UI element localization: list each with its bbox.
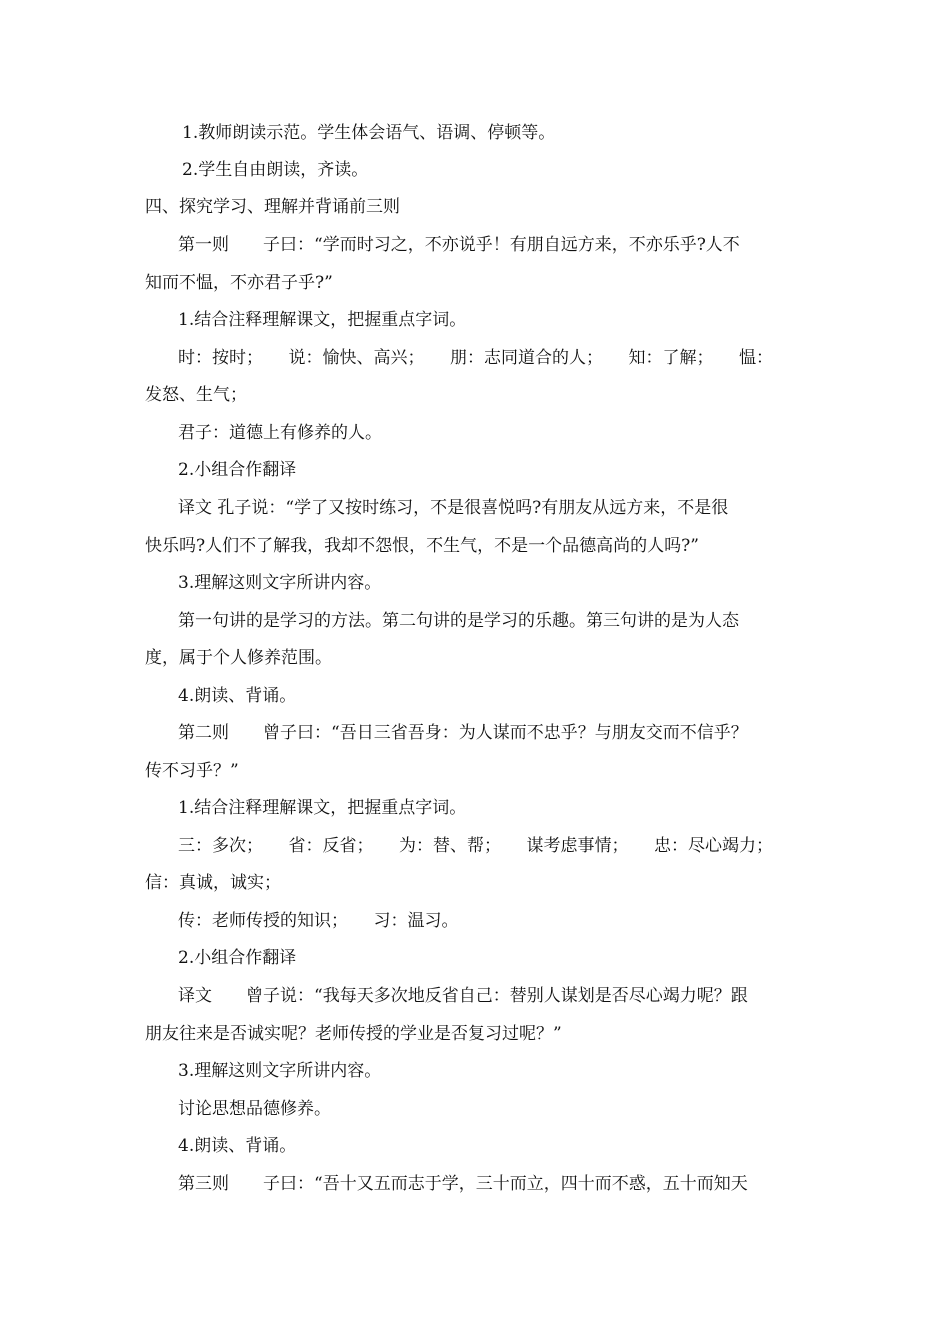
paragraph-line: 1.结合注释理解课文，把握重点字词。 [178,310,467,330]
step-student-reading: 2.学生自由朗读，齐读。 [182,160,369,180]
paragraph-line: 三：多次； 省：反省； 为：替、帮； 谋考虑事情； 忠：尽心竭力； [178,836,773,856]
paragraph-line: 君子：道德上有修养的人。 [178,423,382,443]
paragraph-line: 发怒、生气； [145,385,247,405]
paragraph-line: 4.朗读、背诵。 [178,1136,297,1156]
paragraph-line: 3.理解这则文字所讲内容。 [178,573,382,593]
paragraph-line: 快乐吗?人们不了解我，我却不怨恨，不生气，不是一个品德高尚的人吗?” [145,536,699,556]
paragraph-line: 信：真诚，诚实； [145,873,281,893]
paragraph-line: 朋友往来是否诚实呢？老师传授的学业是否复习过呢？” [145,1024,562,1044]
paragraph-line: 2.小组合作翻译 [178,460,297,480]
paragraph-line: 传：老师传授的知识； 习：温习。 [178,911,459,931]
paragraph-line: 第二则 曾子曰：“吾日三省吾身：为人谋而不忠乎？与朋友交而不信乎？ [178,723,748,743]
section-heading-four: 四、探究学习、理解并背诵前三则 [145,197,400,217]
paragraph-line: 1.结合注释理解课文，把握重点字词。 [178,798,467,818]
paragraph-line: 讨论思想品德修养。 [178,1099,331,1119]
paragraph-line: 第三则 子曰：“吾十又五而志于学，三十而立，四十而不惑，五十而知天 [178,1174,748,1194]
paragraph-line: 度，属于个人修养范围。 [145,648,332,668]
paragraph-line: 传不习乎？” [145,761,239,781]
paragraph-line: 第一则 子曰：“学而时习之，不亦说乎！有朋自远方来，不亦乐乎?人不 [178,235,740,255]
step-teacher-reading: 1.教师朗读示范。学生体会语气、语调、停顿等。 [182,123,556,143]
paragraph-line: 2.小组合作翻译 [178,948,297,968]
paragraph-line: 第一句讲的是学习的方法。第二句讲的是学习的乐趣。第三句讲的是为人态 [178,611,739,631]
paragraph-line: 知而不愠，不亦君子乎?” [145,273,333,293]
paragraph-line: 译文 孔子说：“学了又按时练习，不是很喜悦吗?有朋友从远方来，不是很 [178,498,729,518]
paragraph-line: 4.朗读、背诵。 [178,686,297,706]
paragraph-line: 3.理解这则文字所讲内容。 [178,1061,382,1081]
paragraph-line: 时：按时； 说：愉快、高兴； 朋：志同道合的人； 知：了解； 愠： [178,348,773,368]
paragraph-line: 译文 曾子说：“我每天多次地反省自己：替别人谋划是否尽心竭力呢？跟 [178,986,748,1006]
